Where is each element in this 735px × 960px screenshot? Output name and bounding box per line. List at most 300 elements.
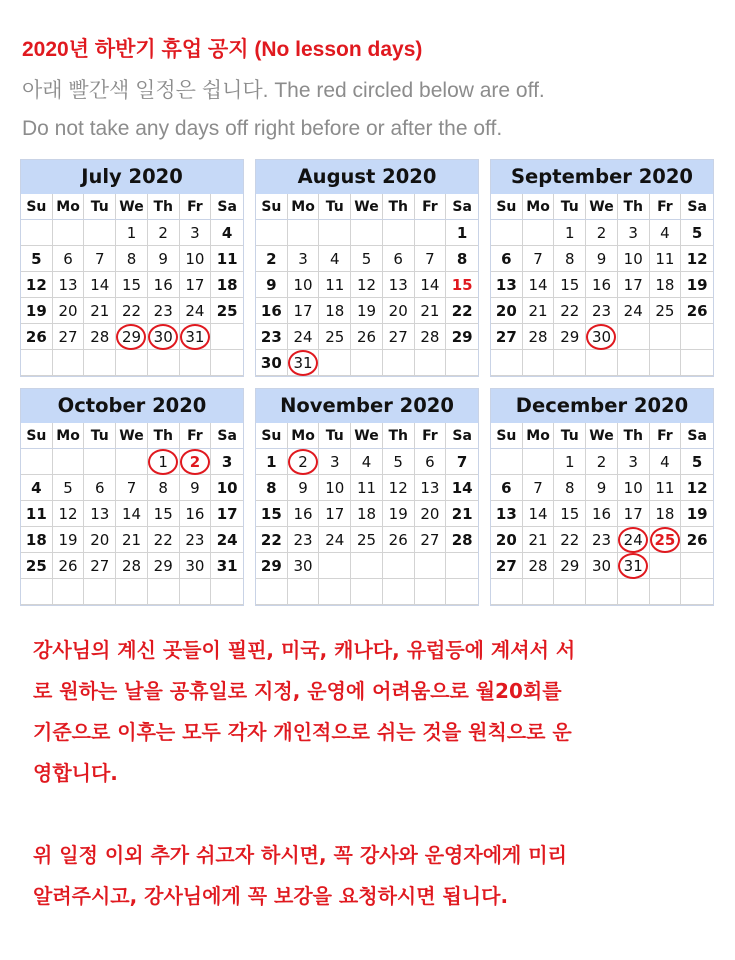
calendar-day: 23	[586, 298, 618, 324]
calendar-empty-cell	[53, 579, 85, 605]
calendar-empty-cell	[319, 350, 351, 376]
notice-line: 강사님의 계신 곳들이 필핀, 미국, 캐나다, 유럽등에 계셔서 서	[33, 638, 576, 662]
calendar-empty-cell	[491, 350, 523, 376]
off-day-circle	[148, 324, 178, 350]
notice-line: 알려주시고, 강사님에게 꼭 보강을 요청하시면 됩니다.	[33, 884, 509, 908]
calendar-day: 19	[681, 272, 713, 298]
calendar-day: 11	[21, 501, 53, 527]
calendar-empty-cell	[650, 324, 682, 350]
weekday-header: We	[586, 194, 618, 220]
calendar-empty-cell	[383, 553, 415, 579]
calendar-day: 14	[523, 272, 555, 298]
calendar-day: 11	[351, 475, 383, 501]
calendar-empty-cell	[180, 579, 212, 605]
calendar-title: December 2020	[491, 389, 713, 423]
calendar-empty-cell	[116, 449, 148, 475]
weekday-header: Th	[618, 423, 650, 449]
calendar-empty-cell	[446, 350, 478, 376]
weekday-header: We	[351, 194, 383, 220]
weekday-header: Mo	[53, 423, 85, 449]
calendar-empty-cell	[415, 220, 447, 246]
calendar-empty-cell	[148, 579, 180, 605]
weekday-header: Sa	[681, 194, 713, 220]
calendar-day: 10	[618, 475, 650, 501]
calendar-empty-cell	[53, 220, 85, 246]
calendar-day: 22	[446, 298, 478, 324]
calendar-month	[490, 388, 714, 606]
calendar-empty-cell	[415, 350, 447, 376]
calendar-empty-cell	[554, 579, 586, 605]
calendar-empty-cell	[319, 579, 351, 605]
calendar-day: 12	[351, 272, 383, 298]
calendar-empty-cell	[319, 220, 351, 246]
calendar-day: 21	[523, 527, 555, 553]
calendar-empty-cell	[415, 579, 447, 605]
subtitle-line-2: Do not take any days off right before or after the off.	[22, 117, 503, 140]
calendar-day: 1	[116, 220, 148, 246]
calendar-day: 9	[586, 246, 618, 272]
calendar-day: 22	[148, 527, 180, 553]
off-day-circle	[618, 553, 648, 579]
calendar-month	[20, 159, 244, 377]
calendar-day: 22	[554, 298, 586, 324]
calendar-empty-cell	[21, 350, 53, 376]
calendar-empty-cell	[116, 579, 148, 605]
calendar-day: 19	[351, 298, 383, 324]
calendar-day: 15	[446, 272, 478, 298]
calendar-empty-cell	[256, 220, 288, 246]
calendar-day: 31	[211, 553, 243, 579]
calendar-day: 8	[446, 246, 478, 272]
subtitle-line-1: 아래 빨간색 일정은 쉽니다. The red circled below are off.	[22, 79, 545, 102]
calendar-empty-cell	[383, 350, 415, 376]
calendar-day: 19	[53, 527, 85, 553]
weekday-header: Tu	[554, 423, 586, 449]
weekday-header: Fr	[180, 194, 212, 220]
calendar-day: 14	[84, 272, 116, 298]
calendar-day: 21	[415, 298, 447, 324]
calendar-day: 3	[288, 246, 320, 272]
calendar-day: 3	[618, 449, 650, 475]
calendar-empty-cell	[681, 553, 713, 579]
notice-line: 로 원하는 날을 공휴일로 지정, 운영에 어려움으로 월20회를	[33, 679, 562, 703]
weekday-header: Su	[256, 194, 288, 220]
calendar-day: 27	[491, 324, 523, 350]
calendar-day: 30	[288, 553, 320, 579]
calendar-day: 5	[53, 475, 85, 501]
calendar-day: 1	[554, 449, 586, 475]
calendar-empty-cell	[523, 350, 555, 376]
calendar-day: 6	[84, 475, 116, 501]
weekday-header: We	[351, 423, 383, 449]
calendar-day: 2	[586, 449, 618, 475]
calendar-day: 30	[586, 324, 618, 350]
calendar-empty-cell	[351, 553, 383, 579]
calendar-day: 21	[446, 501, 478, 527]
calendar-day: 7	[84, 246, 116, 272]
calendar-empty-cell	[586, 579, 618, 605]
notice-line: 위 일정 이외 추가 쉬고자 하시면, 꼭 강사와 운영자에게 미리	[33, 843, 567, 867]
calendar-empty-cell	[84, 579, 116, 605]
calendar-day: 3	[180, 220, 212, 246]
calendar-day: 8	[148, 475, 180, 501]
calendar-empty-cell	[681, 579, 713, 605]
notice-line: 기준으로 이후는 모두 각자 개인적으로 쉬는 것을 원칙으로 운	[33, 720, 572, 744]
calendar-day: 9	[256, 272, 288, 298]
calendar-day: 24	[618, 298, 650, 324]
weekday-header: We	[116, 194, 148, 220]
calendar-day: 15	[554, 272, 586, 298]
calendar-empty-cell	[351, 579, 383, 605]
weekday-header: Su	[21, 423, 53, 449]
calendar-day: 20	[491, 298, 523, 324]
calendar-day: 29	[446, 324, 478, 350]
calendar-day: 16	[148, 272, 180, 298]
weekday-header: Sa	[211, 194, 243, 220]
calendar-day: 22	[116, 298, 148, 324]
calendar-day: 8	[554, 246, 586, 272]
weekday-header: Su	[256, 423, 288, 449]
calendar-empty-cell	[618, 579, 650, 605]
calendar-day: 11	[319, 272, 351, 298]
calendar-day: 8	[554, 475, 586, 501]
calendar-empty-cell	[351, 220, 383, 246]
calendar-empty-cell	[618, 350, 650, 376]
weekday-header: Sa	[446, 194, 478, 220]
calendar-empty-cell	[491, 579, 523, 605]
calendar-day: 27	[415, 527, 447, 553]
calendar-day: 18	[650, 272, 682, 298]
calendar-day: 26	[383, 527, 415, 553]
calendar-day: 2	[288, 449, 320, 475]
calendar-day: 2	[586, 220, 618, 246]
calendar-day: 13	[415, 475, 447, 501]
calendar-empty-cell	[681, 324, 713, 350]
calendar-day: 20	[415, 501, 447, 527]
calendar-day: 1	[256, 449, 288, 475]
calendar-empty-cell	[618, 324, 650, 350]
calendar-empty-cell	[84, 350, 116, 376]
calendar-day: 21	[116, 527, 148, 553]
calendar-day: 12	[681, 475, 713, 501]
calendar-day: 4	[351, 449, 383, 475]
calendar-day: 16	[288, 501, 320, 527]
calendar-day: 26	[351, 324, 383, 350]
off-day-circle	[180, 324, 210, 350]
calendar-empty-cell	[211, 350, 243, 376]
calendar-day: 5	[681, 220, 713, 246]
weekday-header: Su	[491, 423, 523, 449]
calendar-day: 9	[180, 475, 212, 501]
calendar-day: 17	[618, 272, 650, 298]
calendar-day: 16	[256, 298, 288, 324]
calendar-day: 29	[148, 553, 180, 579]
calendar-title: November 2020	[256, 389, 478, 423]
calendar-day: 20	[84, 527, 116, 553]
calendar-empty-cell	[650, 350, 682, 376]
calendar-day: 28	[446, 527, 478, 553]
calendar-day: 7	[523, 246, 555, 272]
weekday-header: Th	[148, 423, 180, 449]
off-day-circle	[148, 449, 178, 475]
calendar-day: 31	[618, 553, 650, 579]
calendar-day: 24	[618, 527, 650, 553]
calendar-day: 13	[491, 501, 523, 527]
calendar-day: 6	[491, 475, 523, 501]
calendar-empty-cell	[211, 579, 243, 605]
calendar-day: 14	[415, 272, 447, 298]
calendar-empty-cell	[681, 350, 713, 376]
calendar-day: 26	[21, 324, 53, 350]
calendar-day: 19	[21, 298, 53, 324]
weekday-header: Mo	[523, 423, 555, 449]
calendar-day: 24	[288, 324, 320, 350]
calendar-day: 22	[554, 527, 586, 553]
calendar-empty-cell	[383, 220, 415, 246]
calendar-day: 27	[383, 324, 415, 350]
calendar-day: 24	[211, 527, 243, 553]
calendar-day: 10	[319, 475, 351, 501]
calendar-empty-cell	[288, 220, 320, 246]
calendar-day: 3	[319, 449, 351, 475]
notice-line: 영합니다.	[33, 761, 118, 785]
calendar-day: 25	[650, 527, 682, 553]
weekday-header: Tu	[84, 194, 116, 220]
calendar-day: 8	[256, 475, 288, 501]
calendar-day: 28	[523, 324, 555, 350]
calendar-day: 2	[148, 220, 180, 246]
calendar-day: 21	[84, 298, 116, 324]
calendar-empty-cell	[523, 220, 555, 246]
calendar-day: 5	[351, 246, 383, 272]
calendar-empty-cell	[211, 324, 243, 350]
calendar-day: 18	[351, 501, 383, 527]
calendar-day: 28	[84, 324, 116, 350]
calendar-empty-cell	[21, 579, 53, 605]
calendar-empty-cell	[383, 579, 415, 605]
calendar-empty-cell	[84, 449, 116, 475]
calendar-day: 30	[148, 324, 180, 350]
calendar-day: 17	[211, 501, 243, 527]
weekday-header: We	[586, 423, 618, 449]
calendar-day: 20	[53, 298, 85, 324]
calendar-empty-cell	[650, 553, 682, 579]
calendar-day: 4	[650, 449, 682, 475]
weekday-header: Fr	[415, 194, 447, 220]
calendar-day: 14	[446, 475, 478, 501]
weekday-header: Sa	[211, 423, 243, 449]
calendar-empty-cell	[491, 220, 523, 246]
off-day-circle	[650, 527, 680, 553]
calendar-day: 1	[446, 220, 478, 246]
calendar-empty-cell	[53, 350, 85, 376]
calendar-day: 23	[586, 527, 618, 553]
weekday-header: Su	[491, 194, 523, 220]
calendar-day: 7	[116, 475, 148, 501]
calendar-day: 7	[446, 449, 478, 475]
weekday-header: Mo	[53, 194, 85, 220]
calendar-day: 26	[681, 298, 713, 324]
weekday-header: Th	[618, 194, 650, 220]
calendar-day: 26	[681, 527, 713, 553]
calendar-day: 17	[288, 298, 320, 324]
weekday-header: Tu	[319, 423, 351, 449]
calendar-day: 9	[148, 246, 180, 272]
calendar-empty-cell	[446, 553, 478, 579]
weekday-header: Fr	[415, 423, 447, 449]
weekday-header: Su	[21, 194, 53, 220]
calendar-day: 5	[383, 449, 415, 475]
calendar-empty-cell	[256, 579, 288, 605]
calendar-day: 12	[383, 475, 415, 501]
calendar-day: 6	[383, 246, 415, 272]
calendar-day: 25	[211, 298, 243, 324]
calendar-day: 27	[491, 553, 523, 579]
calendar-day: 20	[491, 527, 523, 553]
weekday-header: Th	[148, 194, 180, 220]
calendar-day: 4	[211, 220, 243, 246]
calendar-empty-cell	[491, 449, 523, 475]
calendar-day: 7	[415, 246, 447, 272]
calendar-empty-cell	[650, 579, 682, 605]
calendar-day: 17	[319, 501, 351, 527]
calendar-day: 6	[415, 449, 447, 475]
calendar-day: 4	[650, 220, 682, 246]
calendar-day: 30	[256, 350, 288, 376]
calendar-day: 13	[53, 272, 85, 298]
calendar-empty-cell	[84, 220, 116, 246]
calendar-day: 22	[256, 527, 288, 553]
calendar-day: 12	[681, 246, 713, 272]
weekday-header: Tu	[319, 194, 351, 220]
calendar-day: 13	[383, 272, 415, 298]
calendar-day: 15	[148, 501, 180, 527]
off-day-circle	[586, 324, 616, 350]
calendar-day: 15	[256, 501, 288, 527]
calendar-day: 25	[351, 527, 383, 553]
calendar-day: 14	[116, 501, 148, 527]
notice-body	[33, 630, 713, 917]
calendar-day: 1	[148, 449, 180, 475]
calendar-day: 4	[319, 246, 351, 272]
off-day-circle	[288, 350, 318, 376]
calendar-title: July 2020	[21, 160, 243, 194]
calendar-day: 10	[618, 246, 650, 272]
calendar-day: 28	[523, 553, 555, 579]
weekday-header: Fr	[650, 194, 682, 220]
calendar-day: 16	[586, 272, 618, 298]
calendar-day: 16	[586, 501, 618, 527]
calendar-day: 8	[116, 246, 148, 272]
calendar-day: 17	[618, 501, 650, 527]
calendar-day: 11	[650, 246, 682, 272]
calendar-empty-cell	[446, 579, 478, 605]
calendar-empty-cell	[523, 579, 555, 605]
calendar-day: 2	[256, 246, 288, 272]
calendar-day: 20	[383, 298, 415, 324]
weekday-header: Mo	[523, 194, 555, 220]
weekday-header: Sa	[681, 423, 713, 449]
calendar-day: 5	[681, 449, 713, 475]
notice-title: 2020년 하반기 휴업 공지 (No lesson days)	[22, 38, 423, 61]
calendar-day: 23	[148, 298, 180, 324]
calendar-day: 3	[211, 449, 243, 475]
calendar-day: 10	[288, 272, 320, 298]
calendar-day: 5	[21, 246, 53, 272]
calendar-day: 26	[53, 553, 85, 579]
calendar-day: 17	[180, 272, 212, 298]
calendar-title: August 2020	[256, 160, 478, 194]
calendar-day: 23	[288, 527, 320, 553]
calendar-day: 27	[53, 324, 85, 350]
calendar-day: 1	[554, 220, 586, 246]
calendar-day: 29	[256, 553, 288, 579]
weekday-header: Th	[383, 423, 415, 449]
calendar-day: 31	[288, 350, 320, 376]
calendar-day: 27	[84, 553, 116, 579]
calendar-empty-cell	[319, 553, 351, 579]
calendar-title: September 2020	[491, 160, 713, 194]
calendar-day: 21	[523, 298, 555, 324]
calendar-day: 25	[21, 553, 53, 579]
calendar-day: 15	[116, 272, 148, 298]
calendar-empty-cell	[116, 350, 148, 376]
calendar-day: 11	[211, 246, 243, 272]
calendar-day: 19	[383, 501, 415, 527]
calendar-month	[255, 388, 479, 606]
calendar-day: 3	[618, 220, 650, 246]
calendar-day: 29	[554, 553, 586, 579]
calendar-day: 28	[116, 553, 148, 579]
calendar-day: 9	[586, 475, 618, 501]
weekday-header: Tu	[84, 423, 116, 449]
calendar-day: 18	[319, 298, 351, 324]
calendar-day: 7	[523, 475, 555, 501]
calendar-day: 28	[415, 324, 447, 350]
calendar-empty-cell	[554, 350, 586, 376]
calendar-day: 25	[650, 298, 682, 324]
calendar-day: 10	[180, 246, 212, 272]
calendar-empty-cell	[21, 449, 53, 475]
weekday-header: We	[116, 423, 148, 449]
calendar-empty-cell	[415, 553, 447, 579]
calendar-day: 6	[53, 246, 85, 272]
weekday-header: Sa	[446, 423, 478, 449]
calendar-day: 18	[211, 272, 243, 298]
calendar-day: 9	[288, 475, 320, 501]
calendar-day: 4	[21, 475, 53, 501]
calendar-day: 23	[256, 324, 288, 350]
calendar-day: 19	[681, 501, 713, 527]
calendar-day: 2	[180, 449, 212, 475]
calendar-empty-cell	[586, 350, 618, 376]
calendar-day: 11	[650, 475, 682, 501]
calendar-day: 23	[180, 527, 212, 553]
weekday-header: Th	[383, 194, 415, 220]
calendar-day: 24	[319, 527, 351, 553]
calendar-day: 14	[523, 501, 555, 527]
calendar-day: 18	[21, 527, 53, 553]
calendar-empty-cell	[288, 579, 320, 605]
weekday-header: Fr	[180, 423, 212, 449]
calendar-day: 18	[650, 501, 682, 527]
weekday-header: Fr	[650, 423, 682, 449]
calendar-empty-cell	[523, 449, 555, 475]
weekday-header: Mo	[288, 194, 320, 220]
off-day-circle	[116, 324, 146, 350]
calendar-empty-cell	[351, 350, 383, 376]
calendar-day: 30	[586, 553, 618, 579]
